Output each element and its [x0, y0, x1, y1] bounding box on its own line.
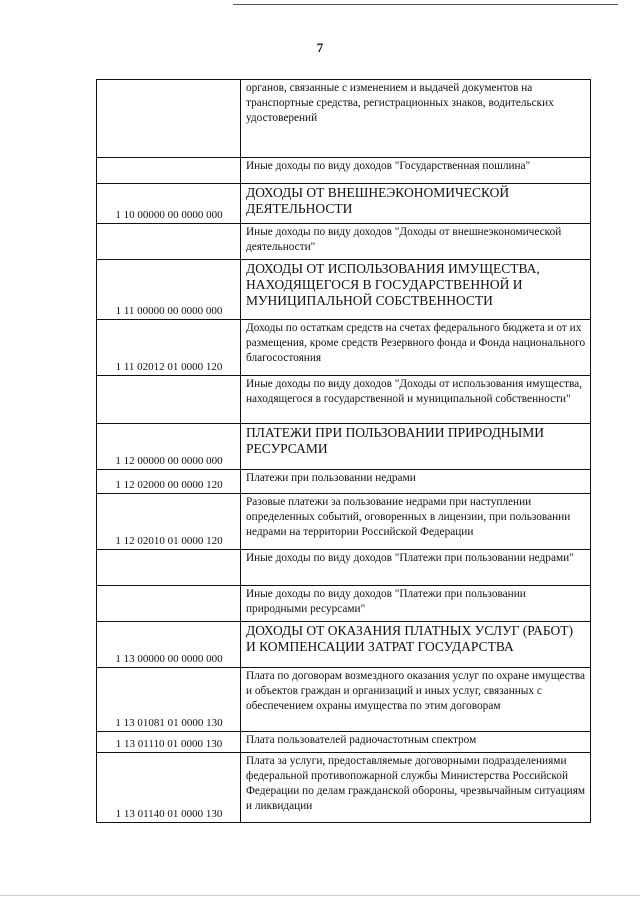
classification-code: 1 12 02010 01 0000 120 [97, 494, 241, 550]
income-description: Иные доходы по виду доходов "Доходы от внешнеэкономической деятельности" [241, 224, 591, 260]
income-description: Плата по договорам возмездного оказания услуг по охране имущества и объектов граждан и организаций и иных услуг, связанных с обеспечением охраны имущества по этим договорам [241, 668, 591, 732]
classification-code [97, 550, 241, 586]
classification-code: 1 11 00000 00 0000 000 [97, 260, 241, 320]
table-row [97, 320, 591, 376]
classification-code [97, 224, 241, 260]
classification-code: 1 13 00000 00 0000 000 [97, 622, 241, 668]
income-codes-table [96, 79, 591, 823]
income-description: Иные доходы по виду доходов "Государственная пошлина" [241, 158, 591, 184]
income-description: органов, связанные с изменением и выдачей документов на транспортные средства, регистрационных знаков, водительских удостоверений [241, 80, 591, 158]
classification-code: 1 13 01081 01 0000 130 [97, 668, 241, 732]
classification-code: 1 10 00000 00 0000 000 [97, 184, 241, 224]
table-row [97, 376, 591, 424]
income-description: Плата пользователей радиочастотным спектром [241, 732, 591, 753]
classification-code: 1 12 02000 00 0000 120 [97, 470, 241, 494]
table-row [97, 494, 591, 550]
table-row [97, 668, 591, 732]
classification-code [97, 586, 241, 622]
income-description: Иные доходы по виду доходов "Платежи при пользовании недрами" [241, 550, 591, 586]
classification-code [97, 80, 241, 158]
top-rule [233, 4, 618, 5]
income-description: Разовые платежи за пользование недрами при наступлении определенных событий, оговоренных в лицензии, при пользовании недрами на территории Российской Федерации [241, 494, 591, 550]
section-heading: ДОХОДЫ ОТ ИСПОЛЬЗОВАНИЯ ИМУЩЕСТВА, НАХОДЯЩЕГОСЯ В ГОСУДАРСТВЕННОЙ И МУНИЦИПАЛЬНОЙ СОБСТВЕННОСТИ [241, 260, 591, 320]
table-row [97, 622, 591, 668]
section-heading: ДОХОДЫ ОТ ОКАЗАНИЯ ПЛАТНЫХ УСЛУГ (РАБОТ) И КОМПЕНСАЦИИ ЗАТРАТ ГОСУДАРСТВА [241, 622, 591, 668]
table-row [97, 224, 591, 260]
table-row [97, 470, 591, 494]
income-description: Иные доходы по виду доходов "Платежи при пользовании природными ресурсами" [241, 586, 591, 622]
table-row [97, 184, 591, 224]
classification-code: 1 13 01140 01 0000 130 [97, 753, 241, 823]
income-description: Платежи при пользовании недрами [241, 470, 591, 494]
table-row [97, 753, 591, 823]
table-row [97, 550, 591, 586]
classification-code: 1 11 02012 01 0000 120 [97, 320, 241, 376]
table-row [97, 158, 591, 184]
income-description: Иные доходы по виду доходов "Доходы от использования имущества, находящегося в государственной и муниципальной собственности" [241, 376, 591, 424]
income-description: Плата за услуги, предоставляемые договорными подразделениями федеральной противопожарной службы Министерства Российской Федерации по делам гражданской обороны, чрезвычайным ситуациям и ликвидации [241, 753, 591, 823]
income-description: Доходы по остаткам средств на счетах федерального бюджета и от их размещения, кроме средств Резервного фонда и Фонда национального благосостояния [241, 320, 591, 376]
classification-code [97, 158, 241, 184]
table-row [97, 424, 591, 470]
section-heading: ДОХОДЫ ОТ ВНЕШНЕЭКОНОМИЧЕСКОЙ ДЕЯТЕЛЬНОСТИ [241, 184, 591, 224]
table-row [97, 586, 591, 622]
page-number: 7 [316, 40, 324, 55]
table-row [97, 260, 591, 320]
classification-code [97, 376, 241, 424]
bottom-rule [0, 895, 640, 896]
classification-code: 1 12 00000 00 0000 000 [97, 424, 241, 470]
section-heading: ПЛАТЕЖИ ПРИ ПОЛЬЗОВАНИИ ПРИРОДНЫМИ РЕСУРСАМИ [241, 424, 591, 470]
table-row [97, 732, 591, 753]
table-row [97, 80, 591, 158]
classification-code: 1 13 01110 01 0000 130 [97, 732, 241, 753]
